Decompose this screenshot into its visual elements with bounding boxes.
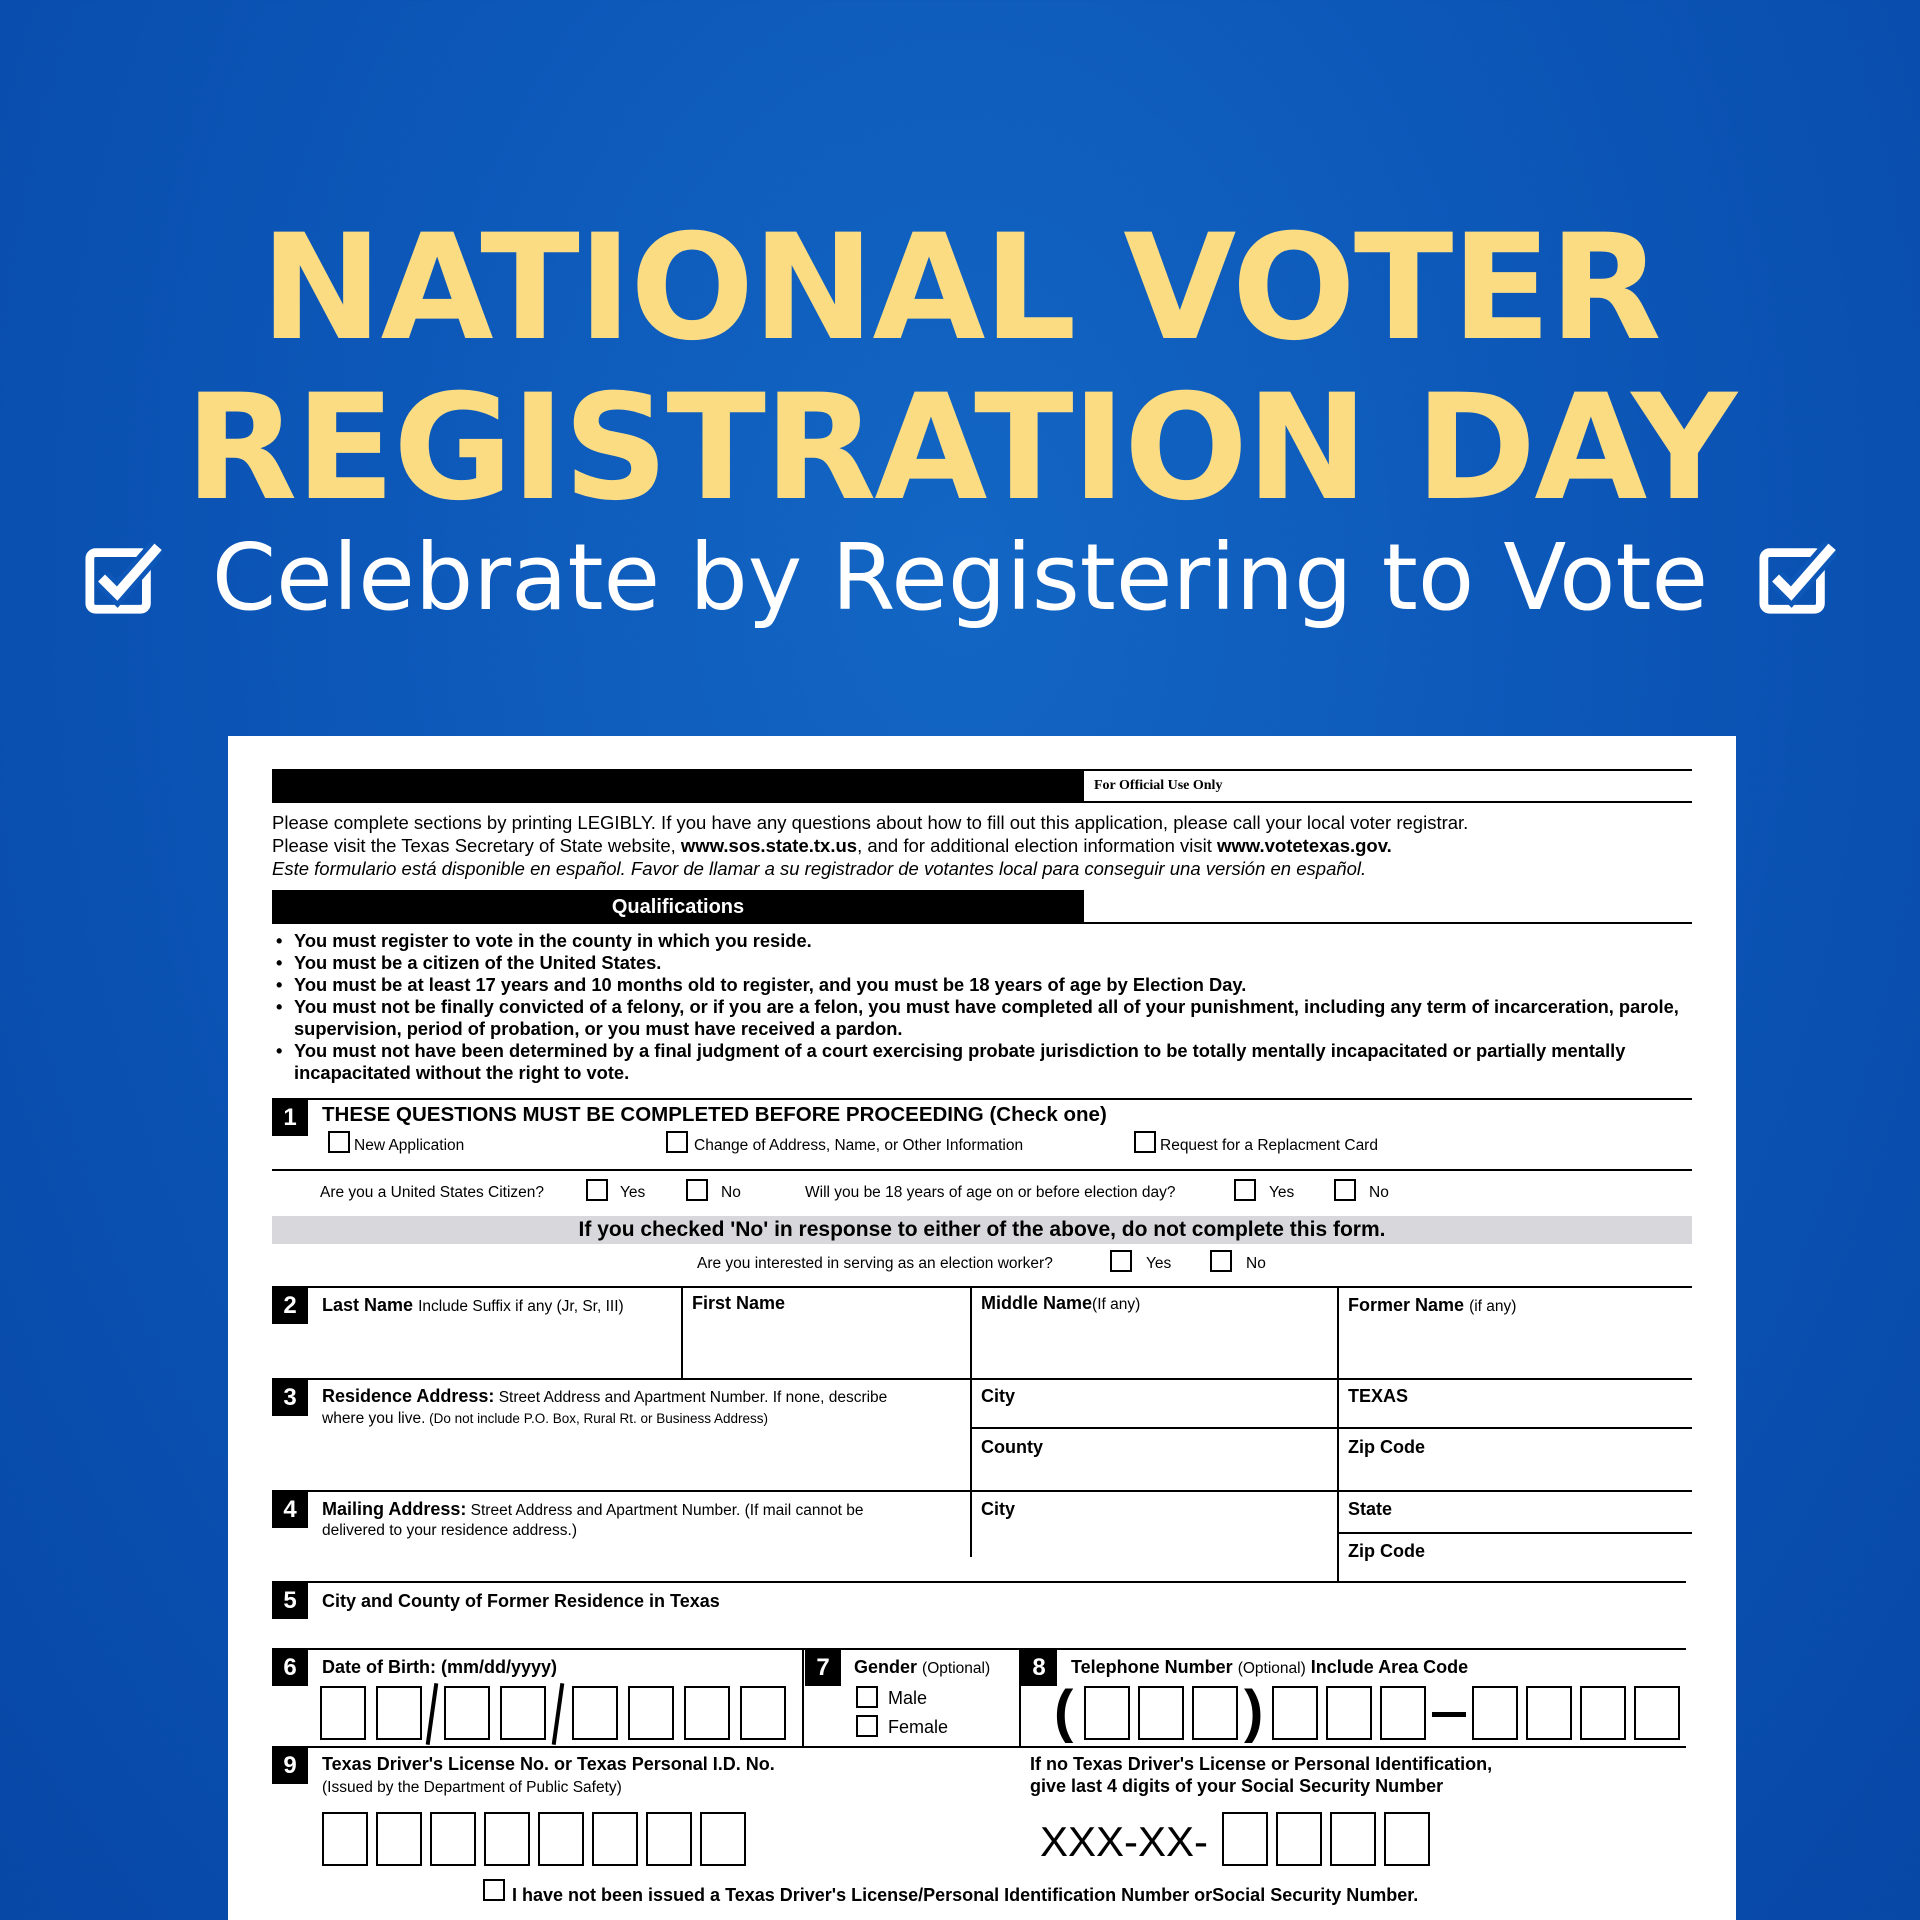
residence-zip-label: Zip Code [1348,1437,1425,1457]
license-digit[interactable] [592,1812,638,1866]
official-use-label: For Official Use Only [1094,778,1223,793]
mailing-city-label: City [981,1499,1016,1519]
female-label: Female [888,1717,949,1737]
no-id-label: I have not been issued a Texas Driver's License/Personal Identification Number orSocial Security Number. [512,1885,1419,1905]
residence-state-label: TEXAS [1348,1386,1409,1406]
age-question: Will you be 18 years of age on or before election day? [805,1184,1176,1201]
residence-address-note: where you live. (Do not include P.O. Box, Rural Rt. or Business Address) [322,1410,769,1427]
phone-area-digit[interactable] [1192,1686,1238,1740]
change-address-label: Change of Address, Name, or Other Information [694,1137,1024,1154]
age-yes-checkbox[interactable] [1234,1179,1256,1201]
dob-month-digit[interactable] [376,1686,422,1740]
ssn-prefix: XXX-XX- [1040,1818,1209,1865]
phone-area-digit[interactable] [1138,1686,1184,1740]
votetexas-link[interactable]: www.votetexas.gov. [1217,835,1392,856]
county-label: County [981,1437,1043,1457]
phone-close-paren: ) [1244,1679,1264,1744]
dob-day-digit[interactable] [444,1686,490,1740]
phone-line-digit[interactable] [1580,1686,1626,1740]
section-number: 6 [272,1650,308,1686]
mailing-zip-label: Zip Code [1348,1541,1425,1561]
dob-year-digit[interactable] [684,1686,730,1740]
ssn-digit[interactable] [1222,1812,1268,1866]
phone-area-digit[interactable] [1084,1686,1130,1740]
intro-line3: Este formulario está disponible en español. Favor de llamar a su registrador de votantes local para conseguir una versión en español. [272,858,1367,879]
phone-prefix-digit[interactable] [1326,1686,1372,1740]
list-item: • You must not be finally convicted of a felony, or if you are a felon, you must have completed all of your punishment, including any term of incarceration, parole, supervision, period of probation, or you must have received a pardon. [272,996,1692,1040]
residence-city-label: City [981,1386,1016,1406]
change-address-checkbox[interactable] [666,1131,688,1153]
section1-title: THESE QUESTIONS MUST BE COMPLETED BEFORE PROCEEDING (Check one) [322,1103,1107,1126]
checkbox-icon [1758,539,1836,617]
phone-line-digit[interactable] [1634,1686,1680,1740]
list-item: • You must not have been determined by a final judgment of a court exercising probate jurisdiction to be totally mentally incapacitated or partially mentally incapacitated without the right to vote. [272,1040,1692,1084]
ssn-alt-line1: If no Texas Driver's License or Personal Identification, [1030,1754,1493,1774]
dob-day-digit[interactable] [500,1686,546,1740]
license-digit[interactable] [430,1812,476,1866]
ssn-digit[interactable] [1330,1812,1376,1866]
citizen-no-checkbox[interactable] [686,1179,708,1201]
male-checkbox[interactable] [856,1686,878,1708]
first-name-label: First Name [692,1293,786,1313]
no-id-checkbox[interactable] [483,1879,505,1901]
replacement-card-checkbox[interactable] [1134,1131,1156,1153]
ssn-digit[interactable] [1276,1812,1322,1866]
former-residence-label: City and County of Former Residence in Texas [322,1591,720,1611]
phone-open-paren: ( [1054,1679,1074,1744]
ssn-digit[interactable] [1384,1812,1430,1866]
license-digit[interactable] [646,1812,692,1866]
election-worker-question: Are you interested in serving as an election worker? [697,1255,1053,1272]
citizen-yes-checkbox[interactable] [586,1179,608,1201]
license-label: Texas Driver's License No. or Texas Personal I.D. No. [322,1754,775,1774]
female-checkbox[interactable] [856,1715,878,1737]
phone-dash [1432,1712,1466,1717]
mailing-address-label: Mailing Address: Street Address and Apartment Number. (If mail cannot be [322,1499,864,1519]
subtitle-text: Celebrate by Registering to Vote [211,524,1709,631]
form-sections [272,769,1692,1920]
yes-label: Yes [1146,1255,1172,1272]
phone-prefix-digit[interactable] [1380,1686,1426,1740]
section-number: 5 [272,1583,308,1619]
headline-line2: REGISTRATION DAY [184,363,1736,533]
license-note: (Issued by the Department of Public Safety) [322,1779,622,1796]
list-item: • You must register to vote in the county in which you reside. [272,930,1692,952]
dob-month-digit[interactable] [320,1686,366,1740]
warning-banner: If you checked 'No' in response to either of the above, do not complete this form. [272,1216,1692,1244]
phone-prefix-digit[interactable] [1272,1686,1318,1740]
intro-line1: Please complete sections by printing LEGIBLY. If you have any questions about how to fill out this application, please call your local voter registrar. [272,812,1469,833]
headline-line1: NATIONAL VOTER [260,203,1660,373]
yes-label: Yes [1269,1184,1295,1201]
telephone-label: Telephone Number (Optional) Include Area Code [1071,1657,1469,1677]
section-number: 4 [272,1492,308,1528]
replacement-card-label: Request for a Replacment Card [1160,1137,1378,1154]
last-name-label: Last Name Include Suffix if any (Jr, Sr, III) [322,1295,624,1315]
ssn-alt-line2: give last 4 digits of your Social Security Number [1030,1776,1444,1796]
subtitle [0,524,1920,631]
no-label: No [1246,1255,1266,1272]
license-digit[interactable] [376,1812,422,1866]
dob-year-digit[interactable] [740,1686,786,1740]
phone-line-digit[interactable] [1526,1686,1572,1740]
age-no-checkbox[interactable] [1334,1179,1356,1201]
worker-no-checkbox[interactable] [1210,1250,1232,1272]
no-label: No [1369,1184,1389,1201]
license-digit[interactable] [538,1812,584,1866]
license-digit[interactable] [700,1812,746,1866]
mailing-state-label: State [1348,1499,1393,1519]
dob-year-digit[interactable] [628,1686,674,1740]
section-number: 1 [272,1100,308,1136]
dob-label: Date of Birth: (mm/dd/yyyy) [322,1657,558,1677]
license-digit[interactable] [484,1812,530,1866]
former-name-label: Former Name (if any) [1348,1295,1517,1315]
section-number: 9 [272,1748,308,1784]
registration-form [272,769,1692,1905]
new-application-checkbox[interactable] [328,1131,350,1153]
list-item: • You must be at least 17 years and 10 months old to register, and you must be 18 years of age by Election Day. [272,974,1692,996]
intro-line2: Please visit the Texas Secretary of State website, www.sos.state.tx.us, and for additional election information visit www.votetexas.gov. [272,835,1392,856]
worker-yes-checkbox[interactable] [1110,1250,1132,1272]
residence-address-label: Residence Address: Street Address and Apartment Number. If none, describe [322,1386,888,1406]
no-label: No [721,1184,741,1201]
sos-link[interactable]: www.sos.state.tx.us [680,835,858,856]
dob-year-digit[interactable] [572,1686,618,1740]
section-number: 3 [272,1380,308,1416]
middle-name-label: Middle Name(If any) [981,1293,1141,1313]
section-number: 8 [1021,1650,1057,1686]
male-label: Male [888,1688,928,1708]
qualifications-title: Qualifications [272,890,1084,924]
yes-label: Yes [620,1184,646,1201]
checkbox-icon [84,539,162,617]
new-application-label: New Application [354,1137,465,1154]
mailing-address-note: delivered to your residence address.) [322,1522,578,1539]
gender-label: Gender (Optional) [854,1657,991,1677]
section-number: 2 [272,1288,308,1324]
section-number: 7 [805,1650,841,1686]
phone-line-digit[interactable] [1472,1686,1518,1740]
license-digit[interactable] [322,1812,368,1866]
citizen-question: Are you a United States Citizen? [320,1184,545,1201]
list-item: • You must be a citizen of the United States. [272,952,1692,974]
